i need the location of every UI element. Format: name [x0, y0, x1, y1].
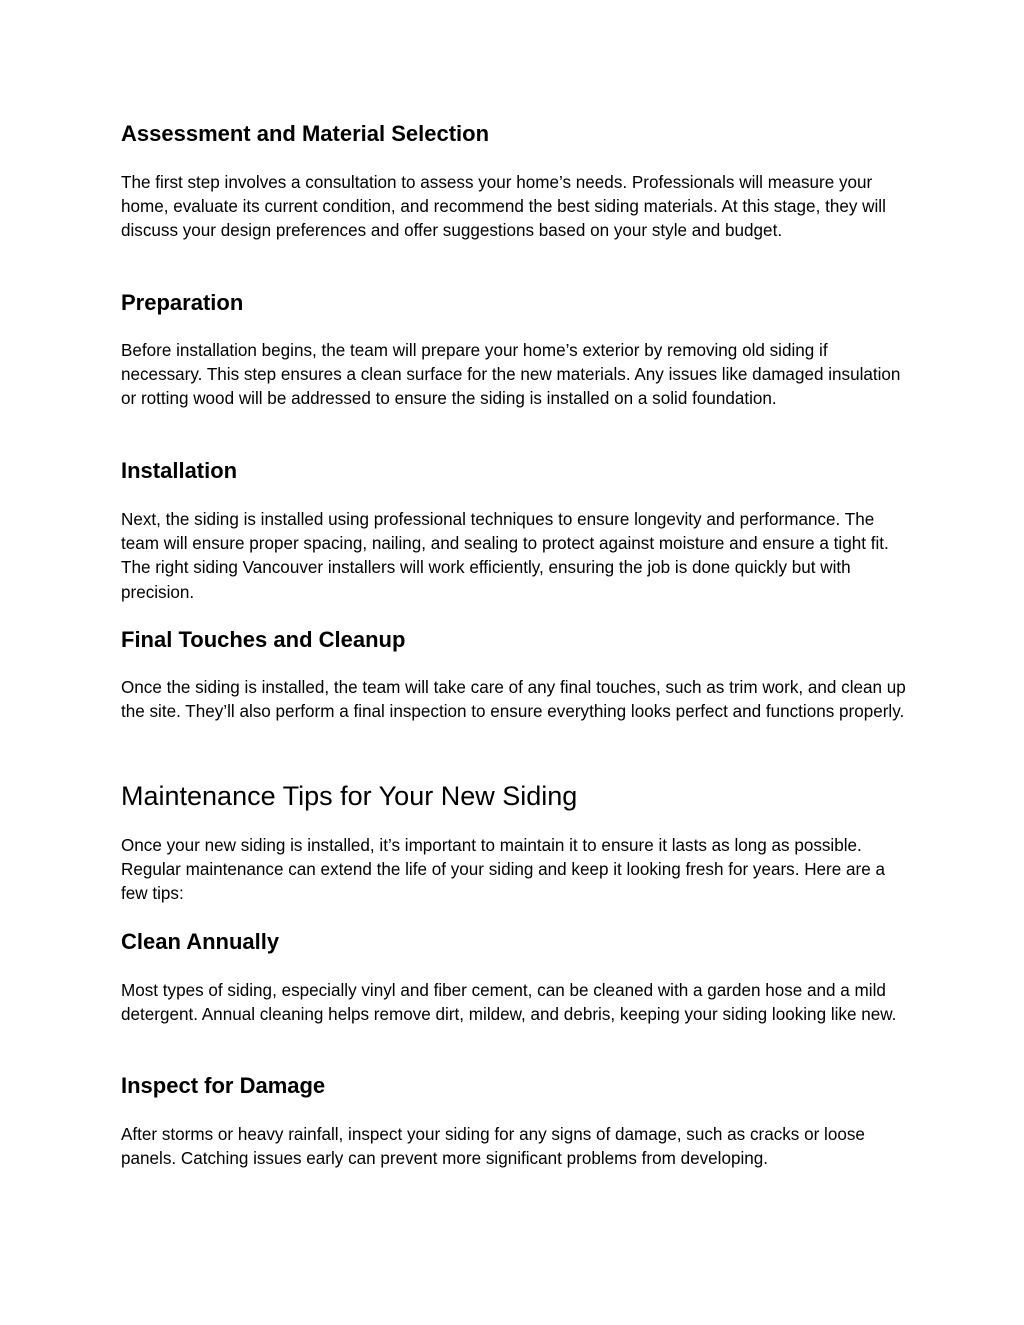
maintenance-heading: Maintenance Tips for Your New Siding [121, 781, 578, 811]
tip-heading-clean-annually: Clean Annually [121, 929, 280, 954]
section-heading-preparation: Preparation [121, 290, 244, 315]
section-body-final-touches: Once the siding is installed, the team will take care of any final touches, such as trim work, and clean up the site. They’ll also perform a final inspection to ensure everything looks perfect and functions properly. [121, 678, 906, 722]
tip-heading-inspect-damage: Inspect for Damage [121, 1073, 326, 1098]
section-heading-installation: Installation [121, 458, 238, 483]
section-heading-final-touches: Final Touches and Cleanup [121, 627, 406, 652]
tip-body-clean-annually: Most types of siding, especially vinyl and fiber cement, can be cleaned with a garden hose and a mild detergent. Annual cleaning helps remove dirt, mildew, and debris, keeping your siding looking like new. [121, 981, 897, 1025]
section-body-preparation: Before installation begins, the team will prepare your home’s exterior by removing old siding if necessary. This step ensures a clean surface for the new materials. Any issues like damaged insulation or rotting wood will be addressed to ensure the siding is installed on a solid foundation. [121, 341, 901, 409]
section-body-assessment: The first step involves a consultation to assess your home’s needs. Professionals will measure your home, evaluate its current condition, and recommend the best siding materials. At this stage, they will discuss your design preferences and offer suggestions based on your style and budget. [121, 173, 886, 241]
section-heading-assessment: Assessment and Material Selection [121, 121, 490, 146]
maintenance-intro: Once your new siding is installed, it’s important to maintain it to ensure it lasts as long as possible. Regular maintenance can extend the life of your siding and keep it looking fresh for years. Here are a few tips: [121, 836, 885, 904]
tip-body-inspect-damage: After storms or heavy rainfall, inspect your siding for any signs of damage, such as cracks or loose panels. Catching issues early can prevent more significant problems from developing. [121, 1125, 865, 1169]
section-body-installation: Next, the siding is installed using professional techniques to ensure longevity and performance. The team will ensure proper spacing, nailing, and sealing to protect against moisture and ensure a tight fit. The right siding Vancouver installers will work efficiently, ensuring the job is done quickly but with precision. [121, 510, 889, 602]
